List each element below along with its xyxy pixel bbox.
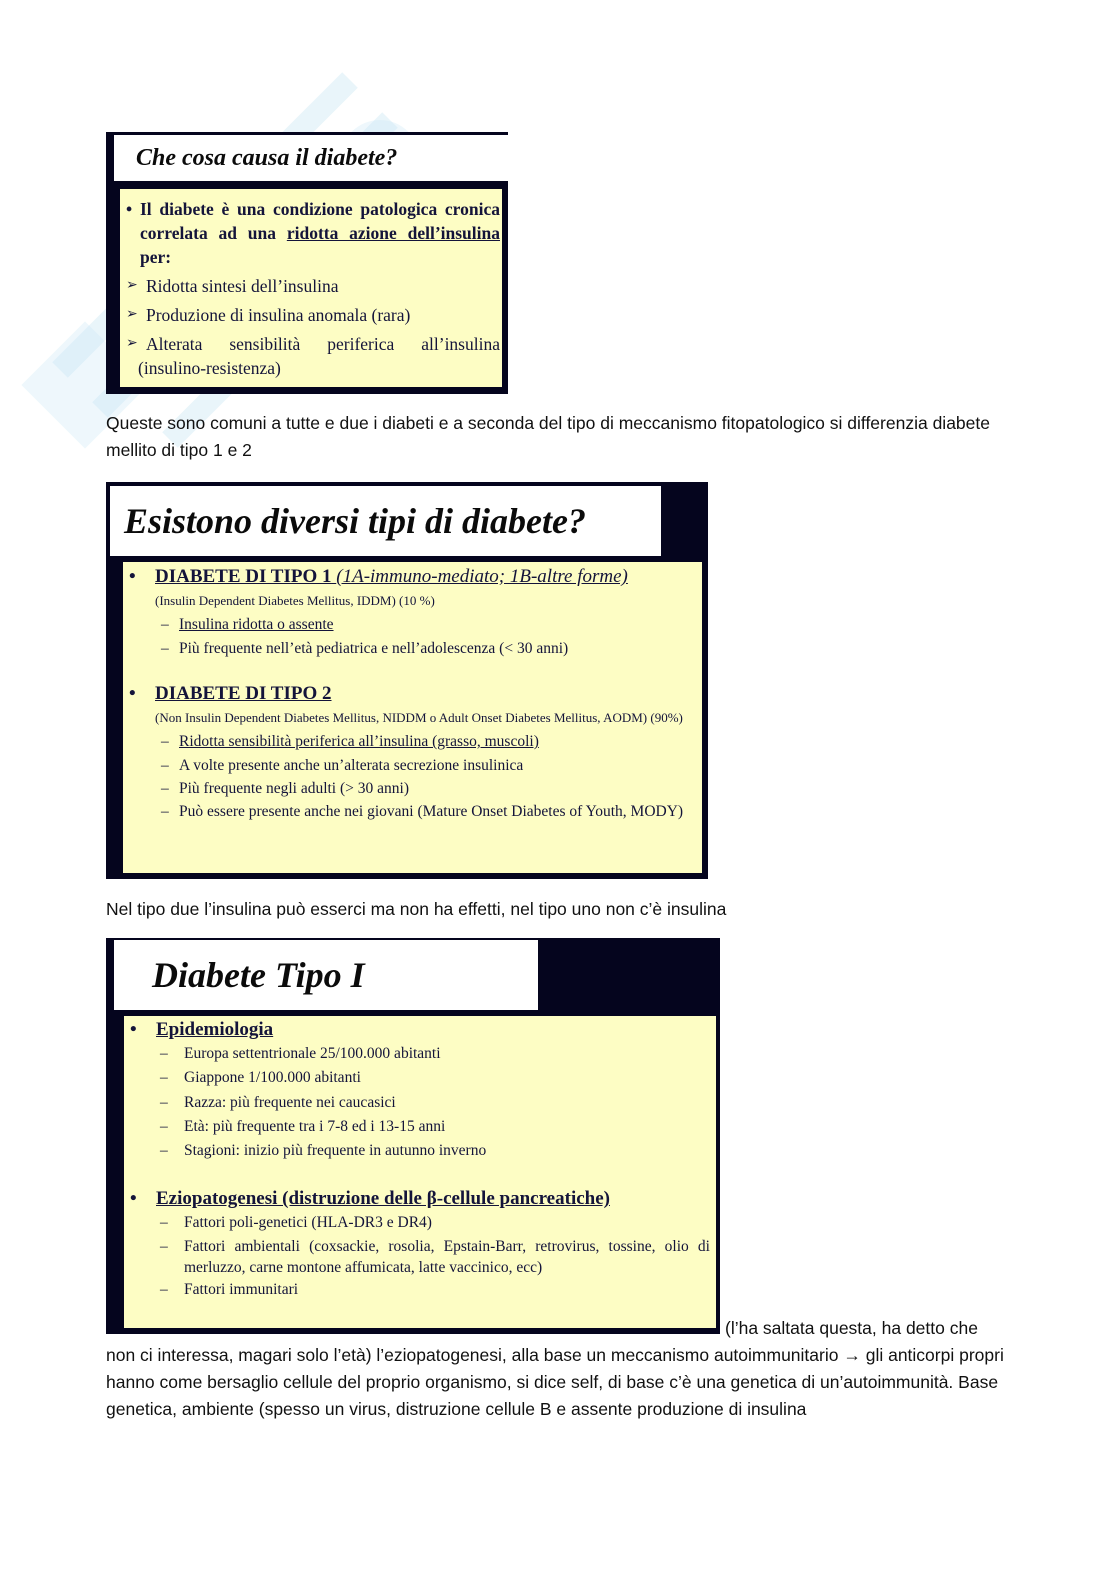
dash-icon: – (160, 1069, 168, 1087)
etiopathogenesis-item: – Fattori immunitari (130, 1278, 710, 1302)
dash-icon: – (160, 1142, 168, 1160)
paragraph-3: non ci interessa, magari solo l’età) l’eziopatogenesi, alla base un meccanismo autoimmunitario → gli anticorpi propri hanno come bersaglio cellule del proprio organismo, si dice self, di base c’è una genetica di un’autoimmunità. Base genetica, ambiente (spesso un virus, distruzione cellule B e assente produzione di insulina (106, 1345, 1004, 1419)
dash-icon: – (160, 1280, 168, 1298)
dash-icon: – (161, 639, 169, 657)
type1-item: – Più frequente nell’età pediatrica e nell’adolescenza (< 30 anni) (129, 637, 696, 661)
underlined-phrase: ridotta azione dell’insulina (286, 223, 500, 243)
dash-icon: – (161, 733, 169, 750)
bullet-icon: • (130, 1188, 137, 1210)
bullet-icon: • (130, 1019, 137, 1040)
slide1-item: ➢ Ridotta sintesi dell’insulina (126, 276, 339, 296)
epidemiology-item: – Europa settentrionale 25/100.000 abitanti (130, 1042, 710, 1066)
type2-item: – A volte presente anche un’alterata secrezione insulinica (129, 754, 696, 778)
slide3-title: Diabete Tipo I (114, 940, 538, 1010)
etiopathogenesis-item: – Fattori ambientali (coxsackie, rosolia, Epstain-Barr, retrovirus, tossine, olio di merluzzo, carne montone affumicata, latte vaccinico, ecc) (130, 1236, 710, 1278)
slide2-title: Esistono diversi tipi di diabete? (110, 486, 661, 556)
type2-item: – Più frequente negli adulti (> 30 anni) (129, 777, 696, 801)
dash-icon: – (160, 1093, 168, 1111)
slide1-item: ➢ Produzione di insulina anomala (rara) (126, 305, 411, 325)
dash-icon: – (160, 1237, 168, 1255)
slide1-title: Che cosa causa il diabete? (114, 135, 508, 181)
type2-item: – Può essere presente anche nei giovani (Mature Onset Diabetes of Youth, MODY) (129, 801, 696, 822)
arrow-bullet-icon: ➢ (126, 336, 138, 351)
dash-icon: – (161, 756, 169, 774)
arrow-bullet-icon: ➢ (126, 307, 138, 322)
right-arrow-icon: → (843, 1345, 861, 1365)
slide2-body (123, 562, 702, 873)
slide1-item-continuation: (insulino-resistenza) (138, 358, 281, 378)
dash-icon: – (160, 1117, 168, 1135)
dash-icon: – (160, 1214, 168, 1232)
paragraph-1: Queste sono comuni a tutte e due i diabeti e a seconda del tipo di meccanismo fitopatologico si differenzia diabete mellito di tipo 1 e 2 (106, 413, 990, 460)
dash-icon: – (161, 802, 169, 820)
bullet-icon: • (129, 683, 136, 704)
arrow-bullet-icon: ➢ (126, 278, 138, 293)
slide-tipi-diabete (106, 482, 708, 879)
type2-item: – Ridotta sensibilità periferica all’insulina (grasso, muscoli) (129, 730, 696, 754)
epidemiology-heading: • Epidemiologia (130, 1019, 274, 1040)
paragraph-3-first-line: (l’ha saltata questa, ha detto che (725, 1318, 978, 1338)
type1-heading: • DIABETE DI TIPO 1 (1A-immuno-mediato; 1B-altre forme) (129, 566, 628, 587)
epidemiology-item: – Giappone 1/100.000 abitanti (130, 1066, 710, 1090)
bullet-icon: • (126, 199, 133, 219)
slide-diabete-tipo-1 (106, 938, 720, 1334)
slide1-item: ➢ Alterata sensibilità periferica all’insulina (126, 334, 500, 354)
slide-cause-diabete (106, 132, 508, 394)
etiopathogenesis-heading: • Eziopatogenesi (distruzione delle β-cellule pancreatiche) (130, 1188, 610, 1210)
slide1-lead: • Il diabete è una condizione patologica cronica correlata ad una ridotta azione dell’insulina per: (126, 199, 500, 267)
dash-icon: – (161, 780, 169, 797)
epidemiology-item: – Stagioni: inizio più frequente in autunno inverno (130, 1139, 710, 1163)
type1-item: – Insulina ridotta o assente (129, 613, 696, 637)
dash-icon: – (160, 1045, 168, 1062)
etiopathogenesis-item: – Fattori poli-genetici (HLA-DR3 e DR4) (130, 1211, 710, 1235)
slide3-body (124, 1016, 716, 1328)
paragraph-2: Nel tipo due l’insulina può esserci ma non ha effetti, nel tipo uno non c’è insulina (106, 899, 727, 919)
type2-heading: • DIABETE DI TIPO 2 (129, 683, 332, 704)
bullet-icon: • (129, 566, 136, 587)
epidemiology-item: – Età: più frequente tra i 7-8 ed i 13-15 anni (130, 1115, 710, 1139)
slide1-body (120, 189, 502, 387)
type1-note: (Insulin Dependent Diabetes Mellitus, IDDM) (10 %) (155, 593, 435, 608)
epidemiology-item: – Razza: più frequente nei caucasici (130, 1091, 710, 1115)
type2-note: (Non Insulin Dependent Diabetes Mellitus, NIDDM o Adult Onset Diabetes Mellitus, AODM) (90%) (155, 710, 683, 725)
dash-icon: – (161, 616, 169, 633)
